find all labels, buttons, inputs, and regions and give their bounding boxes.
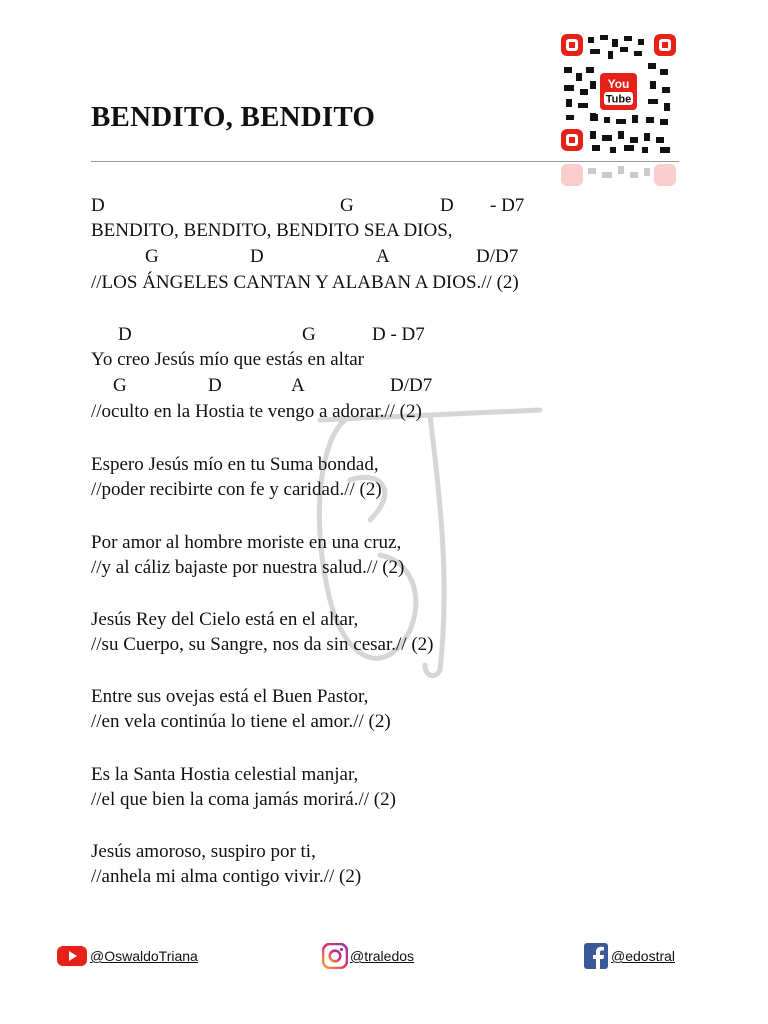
chord: D	[208, 375, 222, 396]
youtube-icon	[56, 944, 88, 968]
youtube-logo-tube: Tube	[605, 93, 632, 106]
lyric-line: Por amor al hombre moriste en una cruz,	[91, 532, 402, 553]
lyric-line: //oculto en la Hostia te vengo a adorar.// (2)	[91, 401, 422, 422]
lyric-line: //su Cuerpo, su Sangre, nos da sin cesar.// (2)	[91, 634, 434, 655]
chord: A	[376, 246, 390, 267]
chord: D	[91, 195, 105, 216]
youtube-qr-code[interactable]	[560, 33, 677, 155]
chord: G	[302, 324, 316, 345]
chord: G	[145, 246, 159, 267]
lyric-line: //anhela mi alma contigo vivir.// (2)	[91, 866, 362, 887]
youtube-logo-you: You	[607, 77, 630, 91]
chord: D/D7	[476, 246, 519, 267]
lyric-line: BENDITO, BENDITO, BENDITO SEA DIOS,	[91, 220, 453, 241]
page-title: BENDITO, BENDITO	[91, 101, 376, 133]
lyric-line: Es la Santa Hostia celestial manjar,	[91, 764, 359, 785]
chord: A	[291, 375, 305, 396]
qr-reflection	[560, 160, 677, 190]
lyric-line: Jesús Rey del Cielo está en el altar,	[91, 609, 359, 630]
lyric-line: //en vela continúa lo tiene el amor.// (2)	[91, 711, 391, 732]
facebook-icon	[583, 942, 609, 970]
chord: D	[440, 195, 454, 216]
lyric-line: Espero Jesús mío en tu Suma bondad,	[91, 454, 379, 475]
lyric-line: Jesús amoroso, suspiro por ti,	[91, 841, 316, 862]
footer-instagram[interactable]	[322, 940, 414, 972]
lyric-line: //y al cáliz bajaste por nuestra salud.// (2)	[91, 557, 405, 578]
instagram-icon	[322, 943, 348, 969]
lyric-line: Yo creo Jesús mío que estás en altar	[91, 349, 364, 370]
instagram-handle[interactable]: @traledos	[350, 948, 415, 964]
chord: G	[113, 375, 127, 396]
lyric-line: //el que bien la coma jamás morirá.// (2)	[91, 789, 396, 810]
chord: - D7	[490, 195, 525, 216]
youtube-logo-icon	[596, 69, 641, 114]
footer-facebook[interactable]	[583, 940, 675, 972]
youtube-handle[interactable]: @OswaldoTriana	[90, 948, 198, 964]
chord: D/D7	[390, 375, 433, 396]
chord: D	[250, 246, 264, 267]
facebook-handle[interactable]: @edostral	[611, 948, 676, 964]
footer-youtube[interactable]	[56, 940, 198, 972]
chord: G	[340, 195, 354, 216]
chord: D - D7	[372, 324, 425, 345]
chord: D	[118, 324, 132, 345]
lyric-line: //LOS ÁNGELES CANTAN Y ALABAN A DIOS.// (2)	[91, 272, 519, 293]
lyric-line: Entre sus ovejas está el Buen Pastor,	[91, 686, 369, 707]
lyric-line: //poder recibirte con fe y caridad.// (2)	[91, 479, 382, 500]
